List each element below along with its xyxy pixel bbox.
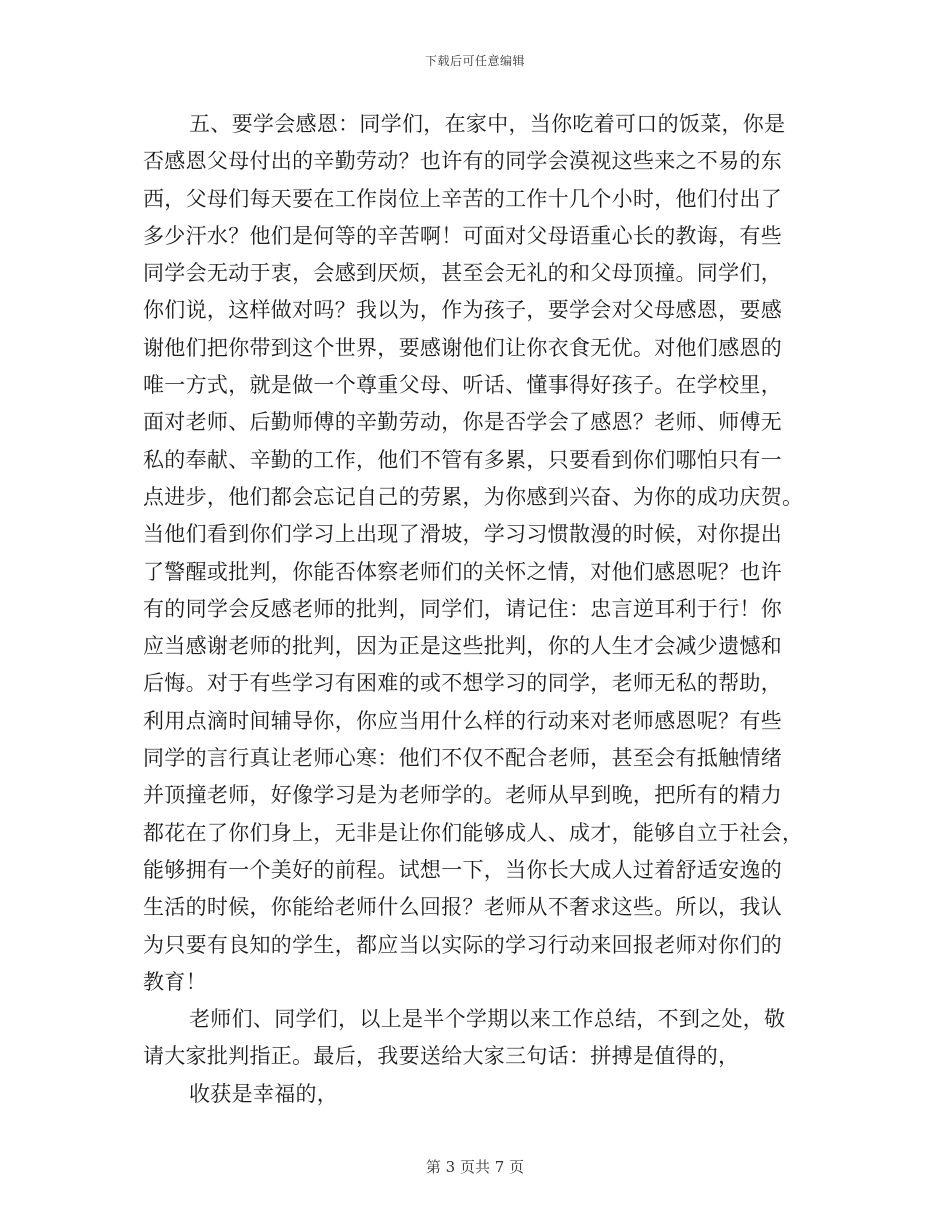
text-line: 应当感谢老师的批判，因为正是这些批判，你的人生才会减少遗憾和: [143, 634, 782, 659]
text-line: 都花在了你们身上，无非是让你们能够成人、成才，能够自立于社会，: [143, 820, 804, 845]
text-line: 教育！: [143, 969, 207, 994]
text-line: 并顶撞老师，好像学习是为老师学的。老师从早到晚，把所有的精力: [143, 783, 782, 808]
text-line: 你们说，这样做对吗？我以为，作为孩子，要学会对父母感恩，要感: [143, 298, 782, 323]
text-line: 唯一方式，就是做一个尊重父母、听话、懂事得好孩子。在学校里，: [143, 373, 782, 398]
text-line: 面对老师、后勤师傅的辛勤劳动，你是否学会了感恩？老师、师傅无: [143, 410, 782, 435]
text-line: 有的同学会反感老师的批判，同学们，请记住：忠言逆耳利于行！你: [143, 596, 782, 621]
text-line: 同学的言行真让老师心寒：他们不仅不配合老师，甚至会有抵触情绪: [143, 746, 782, 771]
paragraph-gratitude: [143, 106, 803, 1001]
text-line: 利用点滴时间辅导你，你应当用什么样的行动来对老师感恩呢？有些: [143, 708, 782, 733]
page-indicator: 第 3 页共 7 页: [425, 1158, 525, 1176]
text-line: 西，父母们每天要在工作岗位上辛苦的工作十几个小时，他们付出了: [143, 186, 782, 211]
body-text: [143, 106, 803, 1113]
text-line: 否感恩父母付出的辛勤劳动？也许有的同学会漠视这些来之不易的东: [143, 149, 782, 174]
header-note: 下载后可任意编辑: [424, 54, 525, 68]
text-line: 五、要学会感恩：同学们，在家中，当你吃着可口的饭菜，你是: [189, 112, 786, 136]
text-line: 能够拥有一个美好的前程。试想一下，当你长大成人过着舒适安逸的: [143, 857, 782, 882]
text-line: 多少汗水？他们是何等的辛苦啊！可面对父母语重心长的教诲，有些: [143, 223, 782, 248]
text-line: 收获是幸福的，: [189, 1081, 339, 1106]
text-line: 请大家批判指正。最后，我要送给大家三句话：拼搏是值得的，: [143, 1044, 740, 1069]
paragraph-final: [143, 1076, 803, 1113]
text-line: 后悔。对于有些学习有困难的或不想学习的同学，老师无私的帮助，: [143, 671, 782, 696]
text-line: 为只要有良知的学生，都应当以实际的学习行动来回报老师对你们的: [143, 932, 782, 957]
paragraph-closing: [143, 1001, 803, 1076]
text-line: 老师们、同学们，以上是半个学期以来工作总结，不到之处，敬: [189, 1007, 786, 1032]
text-line: 谢他们把你带到这个世界，要感谢他们让你衣食无优。对他们感恩的: [143, 335, 782, 360]
text-line: 点进步，他们都会忘记自己的劳累，为你感到兴奋、为你的成功庆贺。: [143, 484, 804, 509]
text-line: 生活的时候，你能给老师什么回报？老师从不奢求这些。所以，我认: [143, 895, 782, 920]
text-line: 了警醒或批判，你能否体察老师们的关怀之情，对他们感恩呢？也许: [143, 559, 782, 584]
text-line: 私的奉献、辛勤的工作，他们不管有多累，只要看到你们哪怕只有一: [143, 447, 782, 472]
text-line: 当他们看到你们学习上出现了滑坡，学习习惯散漫的时候，对你提出: [143, 522, 782, 547]
text-line: 同学会无动于衷，会感到厌烦，甚至会无礼的和父母顶撞。同学们，: [143, 261, 782, 286]
